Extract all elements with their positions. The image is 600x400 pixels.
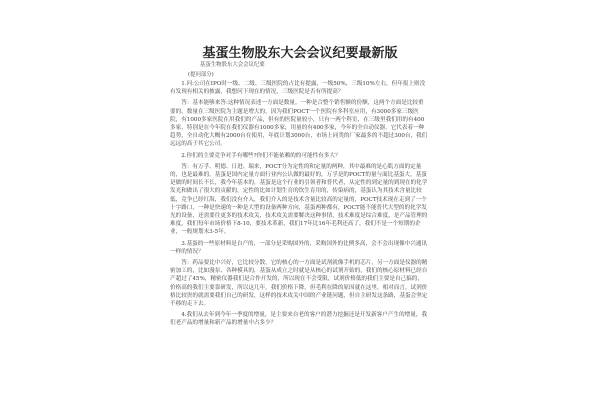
question-paragraph: 4.我们从去年到今年一季度的增量，是主要来自老的客户的潜力挖掘还是开发新客户产生的增量，我们老产品的增量和新产品的增量中占多少？ [170,312,428,327]
question-paragraph: 3.基蛋的一些原材料是自产的，一部分是采购国外的，采购国外的比例多高，会不会出现像中兴通讯一样的情况？ [170,240,428,255]
question-paragraph: 2.你们的主要竞争对手有哪些?你们不能依赖的的可能性有多大？ [181,152,341,159]
document-subtitle: 基蛋生物股东大会会议纪要 [200,62,265,68]
question-paragraph: 1.问:公司在IPO时一级、二级、三级医院的占比有提露，一级50%，三级10%左右，但年报上则没有发现有相关的披露，我想问下现在的情况，三级医院是否有所提高？ [170,81,426,96]
answer-paragraph: 答：有万孚、明德、日进、瑞来，POCT分为定性的和定量的两种，其中最难的是心肌方面的定量的，也是最难的，基蛋是国内定量方面行业内公认做的最好的，万孚是的POCT的量与面比基蛋大，基蛋是做的时间长不长，我今年基本的，基蛋是这个行业的引领者和普代者，从定性的到定量的到现在的化学发光和做出了很大的贡献的，定性的比如计划生育的饮生育用的，传染病的，基蛋认为其技术含量比较低，竞争已经红海，我们没有介入，我们介入的是技术含量比较高的定量的，POCT技术现在走到了一个十字路口，一种是快速的一种是大型的设备两种方向，基蛋两种都有，POCT能不能普代大型的的化学发光的设备，还需要往更多的技术攻关，技术攻关需要解决这种事情，技术难度是综合难度，是产品管理的难度，我们每年市场价格下8-10，要技术革新，我们17年比16年毛利还高了，我们不是一个短期的企业，一般规划未3-5年。 [170,163,428,236]
document-title: 基蛋生物股东大会会议纪要最新版 [202,46,398,61]
section-label: (提问部分) [188,72,214,78]
answer-paragraph: 答：基本能够来答:这种情况表述一方面是数量。一种是合整个销售额的份额，这两个方面是比较重要的。数量在三级医院为主题是增大的，因为我们POCT一个医院有多科室应用，有3000多家三级医院，有1000多家医院在用我们的产品，但有的医院量较小，只有一两个科室，在三级里我们用的有400多家，特别是在今年院在我们仪器有1000多家，用量的有400多家，今年的全自动仪器，它代表着一种趋势，全自动化大概有2000台在使用，年底计划3000台，市场上同类的厂家最多的不超过300台，我们远远的高于其它公司。 [170,100,428,148]
document-body [170,80,428,331]
answer-paragraph: 答：药品要比中兴好，它比较分散，它的核心的一方面是试剂就像手机的芯片，另一方面是仪器的精密加工的，比如漫泵、各种模具的，基蛋从成立之时就是从核心的试剂开始的，我们的核心原材料已经自产超过了45%，精密仪器我们是合作开发的，所以现在不会受限，试剂价格低的我们主要是自己搞的，价格高的我们主要靠研发，所以这几年，我们价格下降，但毛利在降的原因就在这里，相对而言，试剂价格比较贵的就需要我们自己的研发，这样的技术攻关中国的产业链问题，但自主研发这条路，基蛋会坚定不移的走下去。 [170,260,428,308]
